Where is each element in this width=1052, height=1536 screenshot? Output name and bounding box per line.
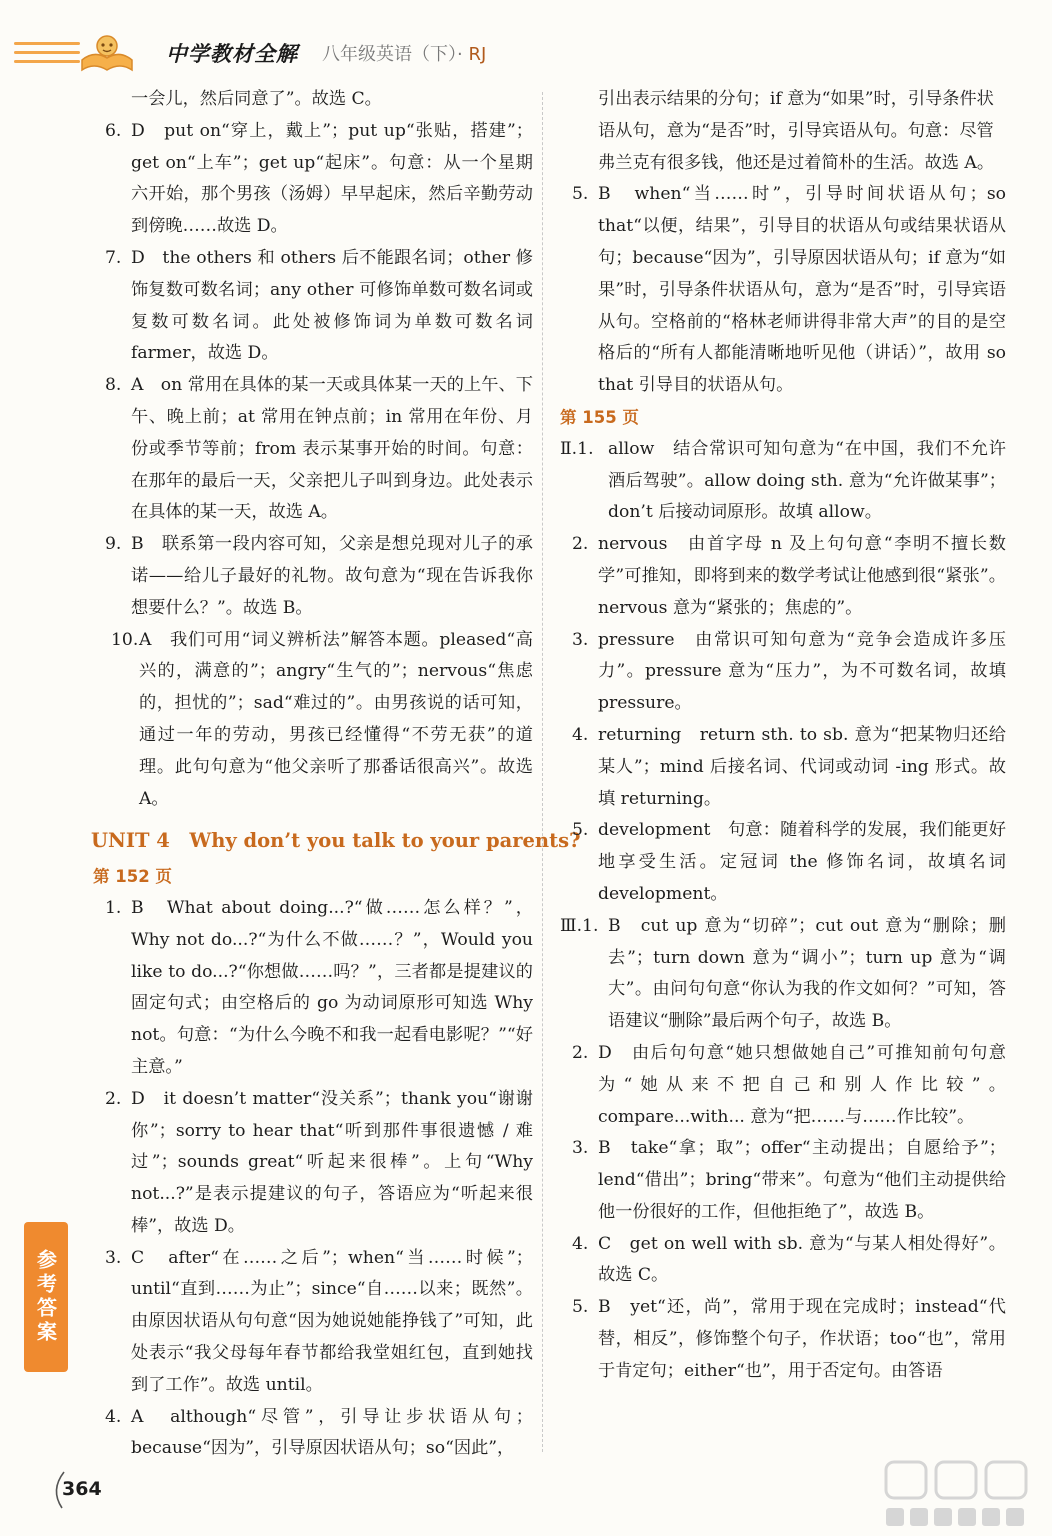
answer-key-tab: 参考答案 [24, 1222, 68, 1372]
answer-item [560, 1038, 1006, 1133]
item-number: 5. [572, 820, 589, 841]
answer-item [93, 893, 533, 1084]
answer-item [93, 1402, 533, 1466]
item-text: returning return sth. to sb. 意为“把某物归还给某人”；mind 后接名词、代词或动词 -ing 形式。故填 returning。 [598, 724, 1006, 809]
section-number [560, 911, 598, 943]
book-title: 中学教材全解 [166, 42, 298, 66]
answer-item [560, 625, 1006, 720]
book-subtitle [322, 40, 486, 66]
item-number: 8. [105, 375, 122, 396]
section-first-item [560, 911, 1006, 1038]
item-text: C after“在……之后”；when“当……时候”；until“直到……为止”；since“自……以来；既然”。由原因状语从句句意“因为她说她能挣钱了”可知，此处表示“我父母每年春节都给我堂姐红包，直到她找到了工作”。故选 until。 [131, 1247, 533, 1395]
item-number: 3. [105, 1247, 122, 1268]
page-reference: 第 152 页 [93, 867, 172, 887]
item-text: pressure 由常识可知句意为“竞争会造成许多压力”。pressure 意为“压力”，为不可数名词，故填 pressure。 [598, 629, 1006, 714]
item-number: 4. [572, 724, 589, 745]
answer-item [560, 179, 1006, 402]
item-text: A 我们可用“词义辨析法”解答本题。pleased“高兴的，满意的”；angry“生气的”；nervous“焦虑的，担忧的”；sad“难过的”。由男孩说的话可知，通过一年的劳动，男孩已经懂得“不劳无获”的道理。此句句意为“他父亲听了那番话很高兴”。故选 A。 [139, 629, 533, 809]
item-number: 9. [105, 534, 122, 555]
item-number: 1. [582, 915, 599, 936]
answer-item [560, 1133, 1006, 1228]
answer-item [560, 1292, 1006, 1387]
item-text: allow 结合常识可知句意为“在中国，我们不允许酒后驾驶”。allow doing sth. 意为“允许做某事”；don’t 后接动词原形。故填 allow。 [608, 438, 1006, 523]
item-number: 3. [572, 1138, 589, 1159]
answer-item [93, 116, 533, 243]
item-text: A although“尽管”，引导让步状语从句；because“因为”，引导原因状语从句；so“因此”， [131, 1406, 533, 1459]
item-text: B What about doing...?“做……怎么样？”，Why not do...?“为什么不做……？”，Would you like to do...?“你想做……吗？”，三者都是提建议的固定句式；由空格后的 go 为动词原形可知选 Why not。句意：“为什么今晚不和我一起看电影呢？”“好主意。” [131, 897, 533, 1077]
answer-item [93, 370, 533, 529]
item-text: B when“当……时”，引导时间状语从句；so that“以便，结果”，引导目的状语从句或结果状语从句；because“因为”，引导原因状语从句；if 意为“如果”时，引导条件状语从句，意为“是否”时，引导宾语从句。空格前的“格林老师讲得非常大声”的目的是空格后的“所有人都能清晰地听见他（讲话）”，故用 so that 引导目的状语从句。 [598, 184, 1006, 396]
answer-item [93, 529, 533, 624]
item-text: D put on“穿上，戴上”；put up“张贴，搭建”；get on“上车”；get up“起床”。句意：从一个星期六开始，那个男孩（汤姆）早早起床，然后辛勤劳动到傍晚……故选 D。 [131, 120, 533, 237]
item-number: 3. [572, 629, 589, 650]
page-reference: 第 155 页 [560, 407, 639, 427]
page-header [0, 0, 1052, 80]
item-number: 2. [105, 1088, 122, 1109]
item-text: B yet“还，尚”，常用于现在完成时；instead“代替，相反”，修饰整个句子，作状语；too“也”，常用于肯定句；either“也”，用于否定句。由答语 [598, 1297, 1006, 1381]
section-first-item [560, 434, 1006, 529]
header-decoration-lines [14, 42, 80, 72]
answer-item [93, 625, 533, 816]
item-number: 5. [572, 1297, 589, 1318]
item-number: 4. [572, 1233, 589, 1254]
item-text: B take“拿；取”；offer“主动提出；自愿给予”；lend“借出”；bring“带来”。句意为“他们主动提供给他一份很好的工作，但他拒绝了”，故选 B。 [598, 1138, 1006, 1222]
item-text: C get on well with sb. 意为“与某人相处得好”。故选 C。 [598, 1233, 1006, 1286]
roman-numeral: Ⅱ. [560, 438, 578, 459]
item-number: 6. [105, 120, 122, 141]
answer-item [93, 243, 533, 370]
section-number [560, 434, 594, 466]
item-number: 4. [105, 1406, 122, 1427]
right-column [560, 84, 1006, 1388]
item-text: A on 常用在具体的某一天或具体某一天的上午、下午、晚上前；at 常用在钟点前；in 常用在年份、月份或季节等前；from 表示某事开始的时间。句意：在那年的最后一天，父亲把儿子叫到身边。此处表示在具体的某一天，故选 A。 [131, 375, 533, 523]
item-text: nervous 由首字母 n 及上句句意“李明不擅长数学”可推知，即将到来的数学考试让他感到很“紧张”。nervous 意为“紧张的；焦虑的”。 [598, 534, 1006, 618]
answer-item [560, 720, 1006, 815]
item-number: 1. [105, 897, 122, 918]
edition-label: RJ [468, 44, 487, 65]
book-logo-icon [78, 30, 136, 74]
item-number: 2. [572, 534, 589, 555]
right-continuation: 引出表示结果的分句；if 意为“如果”时，引导条件状语从句，意为“是否”时，引导宾语从句。句意：尽管弗兰克有很多钱，他还是过着简朴的生活。故选 A。 [598, 89, 995, 173]
page-number: 364 [62, 1478, 102, 1500]
roman-numeral: Ⅲ. [560, 915, 583, 936]
answer-item [93, 1243, 533, 1402]
item-text: B cut up 意为“切碎”；cut out 意为“删除；删去”；turn down 意为“调小”；turn up 意为“调大”。由问句句意“你认为我的作文如何？”可知，答语建议“删除”最后两个句子，故选 B。 [608, 915, 1006, 1032]
item-number: 7. [105, 247, 122, 268]
item-number: 1. [577, 438, 594, 459]
item-text: D 由后句句意“她只想做她自己”可推知前句句意为“她从来不把自己和别人作比较”。compare...with... 意为“把……与……作比较”。 [598, 1042, 1006, 1127]
left-continuation: 一会儿，然后同意了”。故选 C。 [131, 89, 382, 109]
answer-item [560, 1229, 1006, 1293]
answer-item [560, 815, 1006, 910]
column-divider [542, 92, 543, 1452]
item-number: 5. [572, 184, 589, 205]
item-text: D it doesn’t matter“没关系”；thank you“谢谢你”；sorry to hear that“听到那件事很遗憾 / 难过”；sounds great“听起来很棒”。上句“Why not...?”是表示提建议的句子，答语应为“听起来很棒”，故选 D。 [131, 1088, 533, 1236]
item-text: B 联系第一段内容可知，父亲是想兑现对儿子的承诺——给儿子最好的礼物。故句意为“现在告诉我你想要什么？”。故选 B。 [131, 534, 533, 618]
answer-item [560, 529, 1006, 624]
item-number: 2. [572, 1042, 589, 1063]
answer-item [93, 1084, 533, 1243]
grade-subject: 八年级英语（下）· [322, 44, 469, 65]
unit-heading: UNIT 4 Why don’t you talk to your parents? [91, 829, 581, 853]
item-text: D the others 和 others 后不能跟名词；other 修饰复数可数名词；any other 可修饰单数可数名词或复数可数名词。此处被修饰词为单数可数名词 farmer，故选 D。 [131, 247, 533, 364]
item-number: 10. [111, 629, 139, 650]
item-text: development 句意：随着科学的发展，我们能更好地享受生活。定冠词 the 修饰名词，故填名词 development。 [598, 820, 1006, 904]
watermark-logo [878, 1456, 1038, 1532]
